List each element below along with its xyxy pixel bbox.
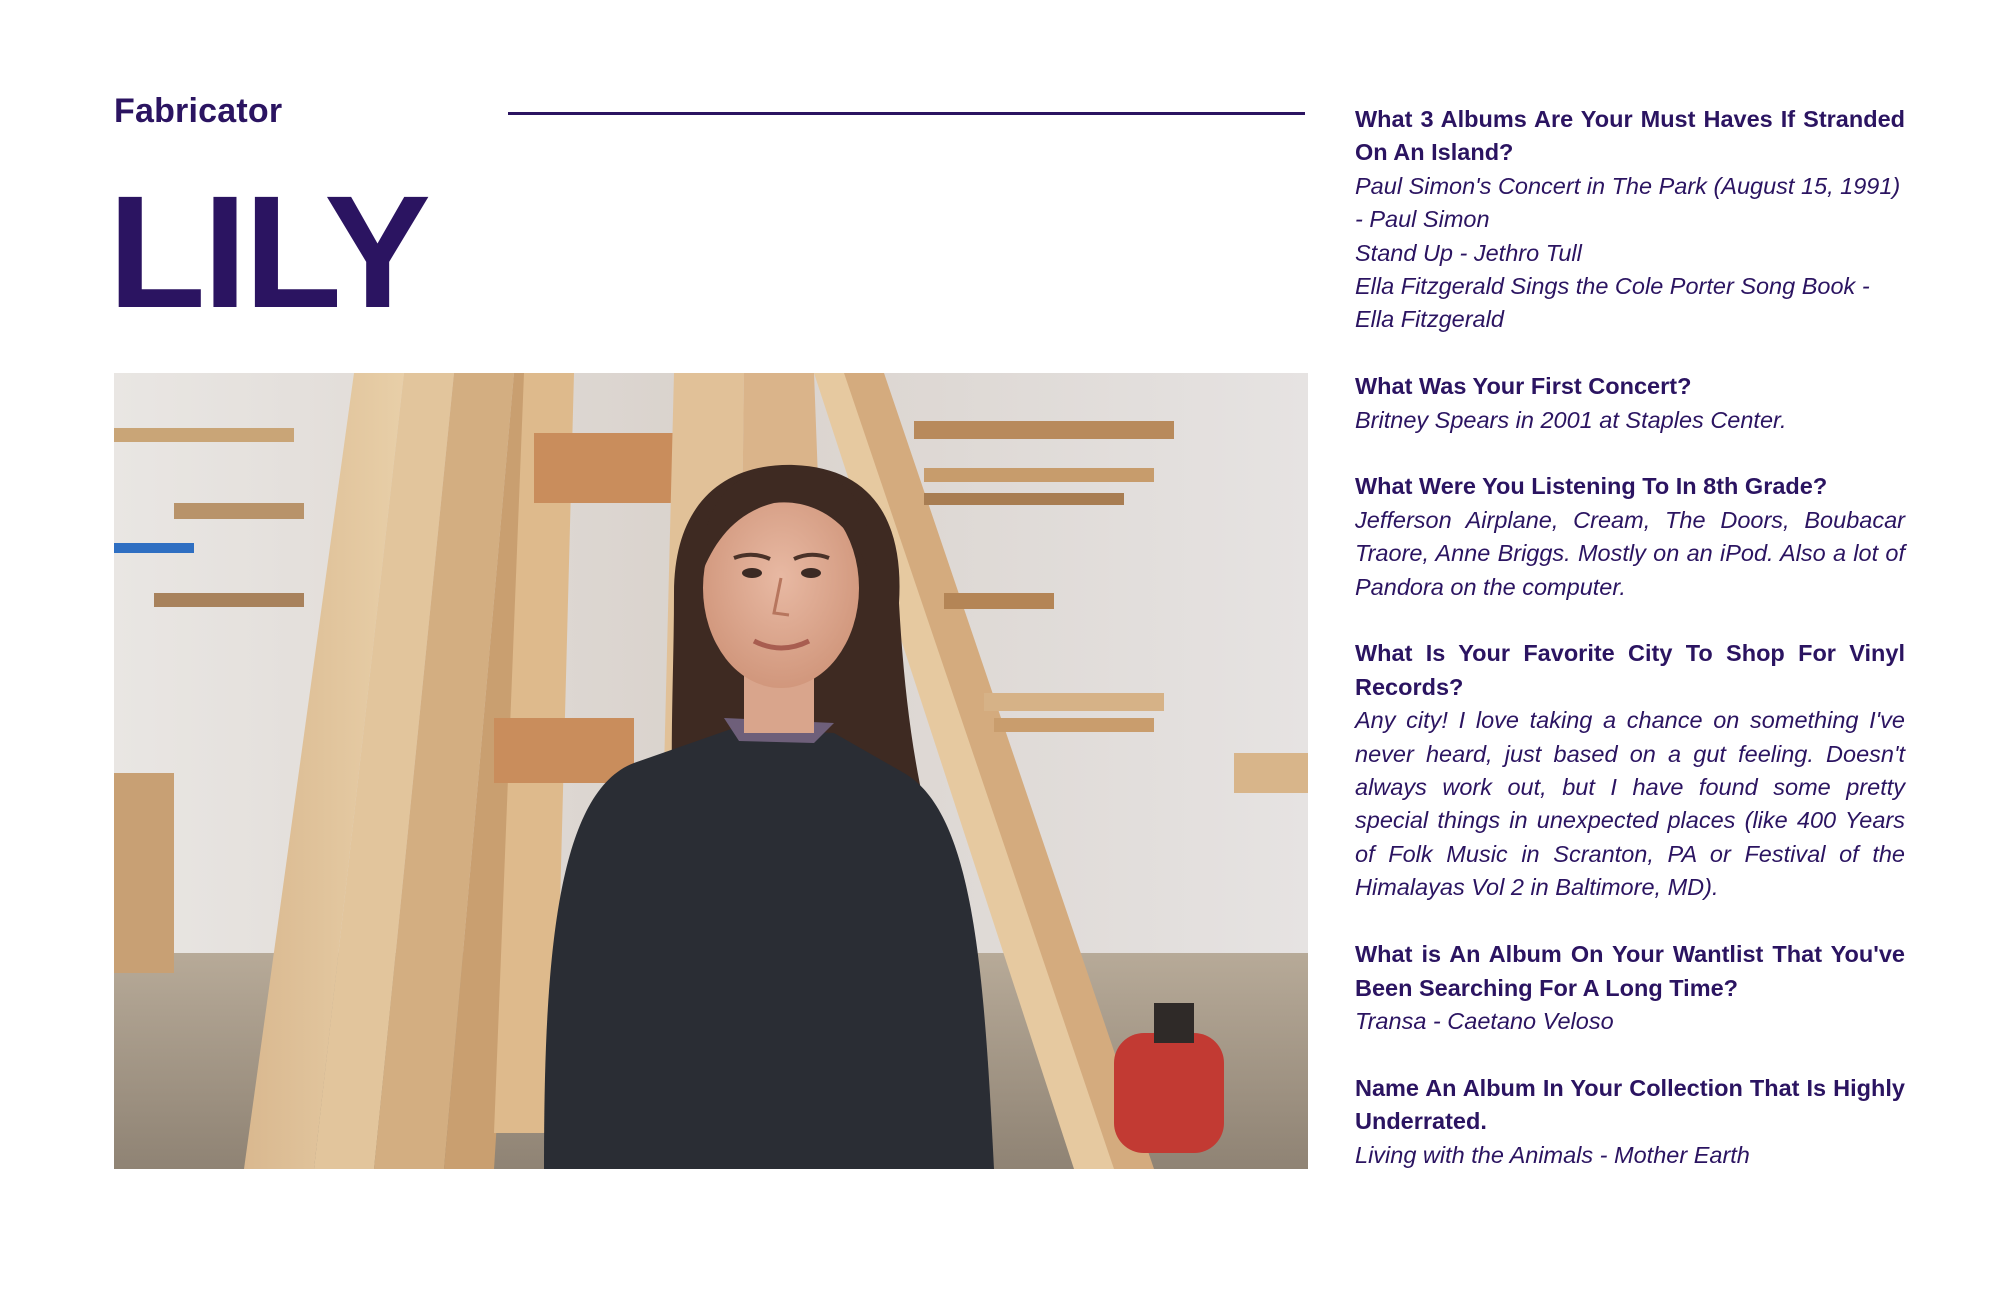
person-name: LILY: [108, 162, 428, 341]
answer-line: Paul Simon's Concert in The Park (August 15, 1991) - Paul Simon: [1355, 172, 1901, 233]
question: What is An Album On Your Wantlist That You've Been Searching For A Long Time?: [1355, 941, 1905, 1001]
answer: Jefferson Airplane, Cream, The Doors, Boubacar Traore, Anne Briggs. Mostly on an iPod. Also a lot of Pandora on the computer.: [1355, 506, 1905, 600]
answer: Transa - Caetano Veloso: [1355, 1007, 1614, 1034]
answer: Any city! I love taking a chance on something I've never heard, just based on a gut feeling. Doesn't always work out, but I have found some pretty special things in unexpected places (like 400 Years of Folk Music in Scranton, PA or Festival of the Himalayas Vol 2 in Baltimore, MD).: [1355, 707, 1905, 901]
answer-line: Stand Up - Jethro Tull: [1355, 239, 1582, 266]
qa-item: [1355, 470, 1905, 604]
question: What Was Your First Concert?: [1355, 373, 1692, 400]
portrait-illustration: [114, 373, 1308, 1169]
answer-line: Ella Fitzgerald Sings the Cole Porter Song Book - Ella Fitzgerald: [1355, 273, 1870, 333]
qa-item: [1355, 1072, 1905, 1172]
qa-item: [1355, 370, 1905, 437]
qa-item: [1355, 637, 1905, 904]
answer: Living with the Animals - Mother Earth: [1355, 1141, 1750, 1168]
qa-item: [1355, 103, 1905, 337]
header-divider: [508, 112, 1305, 115]
qa-item: [1355, 938, 1905, 1038]
answer: Britney Spears in 2001 at Staples Center.: [1355, 406, 1787, 433]
question: What Were You Listening To In 8th Grade?: [1355, 473, 1828, 500]
qa-list: [1355, 103, 1905, 1205]
portrait-photo: [114, 373, 1308, 1169]
question: What Is Your Favorite City To Shop For Vinyl Records?: [1355, 640, 1905, 700]
question: What 3 Albums Are Your Must Haves If Stranded On An Island?: [1355, 106, 1905, 166]
question: Name An Album In Your Collection That Is Highly Underrated.: [1355, 1074, 1905, 1135]
role-label: Fabricator: [114, 92, 283, 130]
